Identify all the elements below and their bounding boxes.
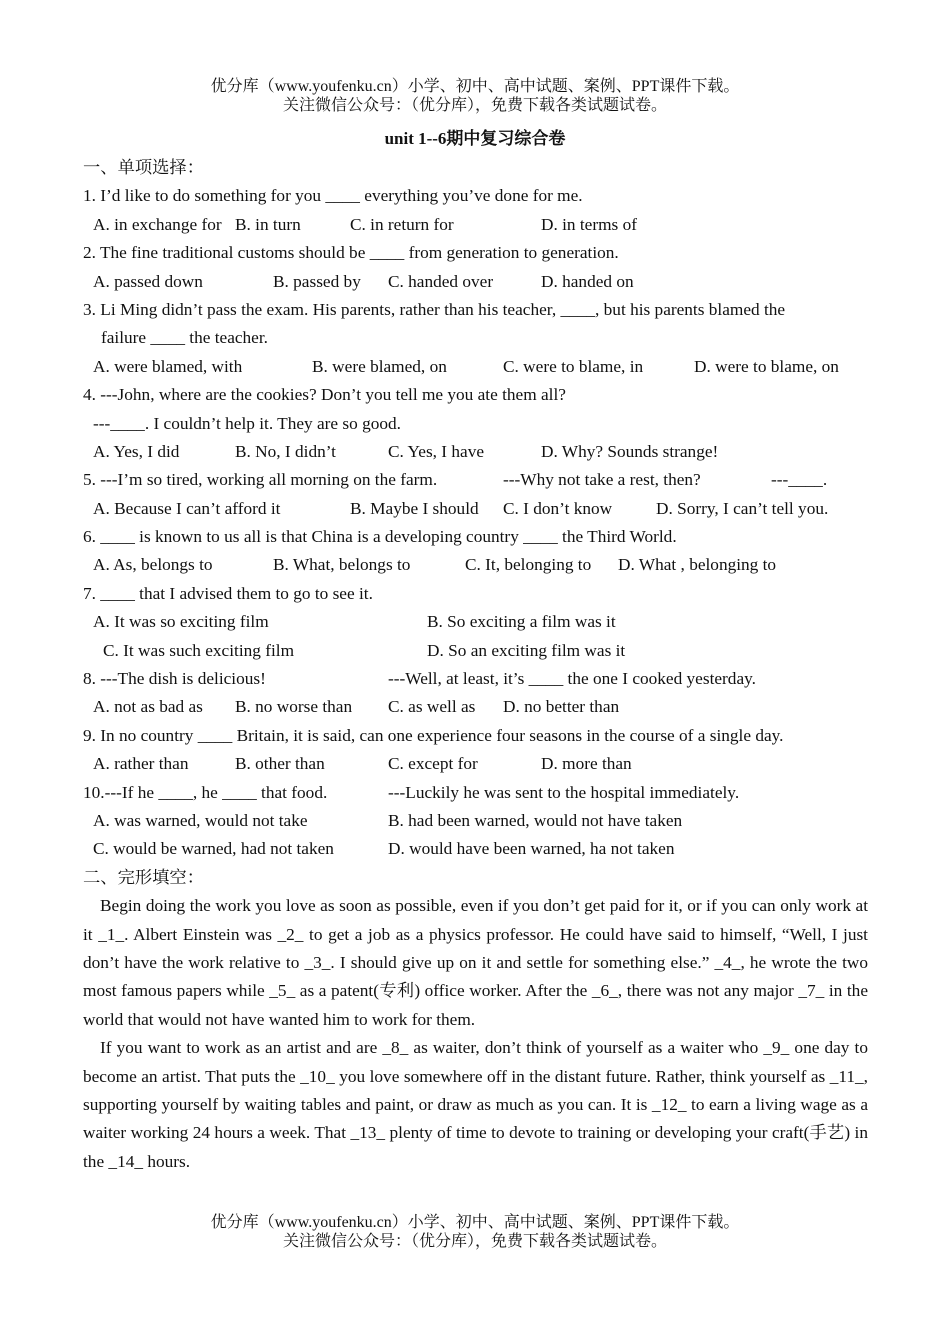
option-d: D. What , belonging to <box>618 555 777 575</box>
question-3-stem-continued: failure ____ the teacher. <box>101 328 268 348</box>
section-heading-choice: 一、单项选择： <box>83 158 204 177</box>
question-5-stem: 5. ---I’m so tired, working all morning on the farm. <box>83 470 438 490</box>
option-b: B. were blamed, on <box>312 356 447 376</box>
option-d: D. Sorry, I can’t tell you. <box>656 498 829 518</box>
option-a: A. was warned, would not take <box>93 810 308 830</box>
option-d: D. Why? Sounds strange! <box>541 441 719 461</box>
cloze-paragraph-2: If you want to work as an artist and are _8_ as waiter, don’t think of yourself as a waiter who _9_ one day to become an artist. That puts the _10_ you love somewhere off in the distant future. Rather, think yourself as _11_, supporting yourself by waiting tables and paint, or draw as much as you can. It is _12_ to earn a living wage as a waiter working 24 hours a week. That _13_ plenty of time to devote to training or developing your craft(手艺) in the _14_ hours. <box>83 1038 868 1171</box>
question-9-options <box>83 750 868 778</box>
option-a: A. It was so exciting film <box>93 612 269 632</box>
question-7-options-row-2 <box>83 637 868 665</box>
option-c: C. It was such exciting film <box>103 640 295 660</box>
option-b: B. So exciting a film was it <box>427 612 616 632</box>
option-b: B. passed by <box>273 271 361 291</box>
question-2-options <box>83 268 868 296</box>
question-5-reply: ---Why not take a rest, then? <box>503 470 701 490</box>
option-c: C. handed over <box>388 271 494 291</box>
question-4-stem-continued: ---____. I couldn’t help it. They are so good. <box>93 413 401 433</box>
option-c: C. in return for <box>350 214 454 234</box>
question-8-options <box>83 693 868 721</box>
option-d: D. So an exciting film was it <box>427 640 626 660</box>
option-c: C. would be warned, had not taken <box>93 839 334 859</box>
option-b: B. Maybe I should <box>350 498 479 518</box>
option-c: C. except for <box>388 754 478 774</box>
question-8-stem: 8. ---The dish is delicious! <box>83 669 266 689</box>
question-5-answer-blank: ---____. <box>771 470 828 490</box>
question-9-stem: 9. In no country ____ Britain, it is said, can one experience four seasons in the course of a single day. <box>83 725 784 745</box>
question-6-options <box>83 551 868 579</box>
option-c: C. I don’t know <box>503 498 613 518</box>
option-a: A. Because I can’t afford it <box>93 498 281 518</box>
option-b: B. in turn <box>235 214 301 234</box>
option-b: B. What, belongs to <box>273 555 411 575</box>
question-10-stem: 10.---If he ____, he ____ that food. <box>83 782 328 802</box>
option-c: C. as well as <box>388 697 476 717</box>
footer-line-1: 优分库（www.youfenku.cn）小学、初中、高中试题、案例、PPT课件下载。 <box>210 1214 740 1231</box>
question-7-options-row-1 <box>83 608 868 636</box>
page-title: unit 1--6期中复习综合卷 <box>384 129 566 148</box>
option-d: D. in terms of <box>541 214 637 234</box>
page-footer <box>0 1213 950 1251</box>
option-c: C. Yes, I have <box>388 441 485 461</box>
question-8-reply: ---Well, at least, it’s ____ the one I cooked yesterday. <box>388 669 756 689</box>
option-c: C. It, belonging to <box>465 555 592 575</box>
option-b: B. other than <box>235 754 325 774</box>
header-line-1: 优分库（www.youfenku.cn）小学、初中、高中试题、案例、PPT课件下载。 <box>210 78 740 95</box>
option-d: D. would have been warned, ha not taken <box>388 839 675 859</box>
footer-line-2: 关注微信公众号：（优分库），免费下载各类试题试卷。 <box>282 1233 667 1250</box>
question-8-stem-row <box>83 665 868 693</box>
option-a: A. passed down <box>93 271 203 291</box>
option-d: D. were to blame, on <box>694 356 839 376</box>
question-6-stem: 6. ____ is known to us all is that China is a developing country ____ the Third World. <box>83 527 677 547</box>
document-body <box>83 154 868 1176</box>
question-5-options <box>83 495 868 523</box>
option-c: C. were to blame, in <box>503 356 644 376</box>
question-4-options <box>83 438 868 466</box>
option-a: A. were blamed, with <box>93 356 243 376</box>
section-heading-cloze: 二、完形填空： <box>83 867 204 887</box>
question-1-stem: 1. I’d like to do something for you ____ everything you’ve done for me. <box>83 186 583 206</box>
header-line-2: 关注微信公众号：（优分库），免费下载各类试题试卷。 <box>282 97 667 114</box>
option-d: D. more than <box>541 754 632 774</box>
option-a: A. Yes, I did <box>93 441 180 461</box>
cloze-paragraph-1: Begin doing the work you love as soon as possible, even if you don’t get paid for it, or if you can only work at it _1_. Albert Einstein was _2_ to get a job as a physics professor. He could have said to himself, “Well, I just don’t have the work relative to _3_. I should give up on it and settle for something else.” _4_, he wrote the two most famous papers while _5_ as a patent(专利) office worker. After the _6_, there was not any major _7_ in the world that would not have wanted him to work for them. <box>83 896 868 1029</box>
option-a: A. As, belongs to <box>93 555 213 575</box>
option-a: A. rather than <box>93 754 189 774</box>
option-d: D. handed on <box>541 271 634 291</box>
page-header <box>0 77 950 115</box>
question-3-options <box>83 353 868 381</box>
question-2-stem: 2. The fine traditional customs should be ____ from generation to generation. <box>83 243 619 263</box>
question-1-options <box>83 211 868 239</box>
option-b: B. had been warned, would not have taken <box>388 810 683 830</box>
option-a: A. in exchange for <box>93 214 222 234</box>
question-3-stem: 3. Li Ming didn’t pass the exam. His parents, rather than his teacher, ____, but his parents blamed the <box>83 299 786 319</box>
option-b: B. No, I didn’t <box>235 441 336 461</box>
option-a: A. not as bad as <box>93 697 203 717</box>
question-7-stem: 7. ____ that I advised them to go to see it. <box>83 583 373 603</box>
question-4-stem: 4. ---John, where are the cookies? Don’t you tell me you ate them all? <box>83 385 566 405</box>
question-10-reply: ---Luckily he was sent to the hospital immediately. <box>388 782 740 802</box>
option-b: B. no worse than <box>235 697 353 717</box>
question-10-stem-row <box>83 779 868 807</box>
option-d: D. no better than <box>503 697 620 717</box>
question-5-stem-row <box>83 466 868 494</box>
question-10-options-row-1 <box>83 807 868 835</box>
question-10-options-row-2 <box>83 835 868 863</box>
